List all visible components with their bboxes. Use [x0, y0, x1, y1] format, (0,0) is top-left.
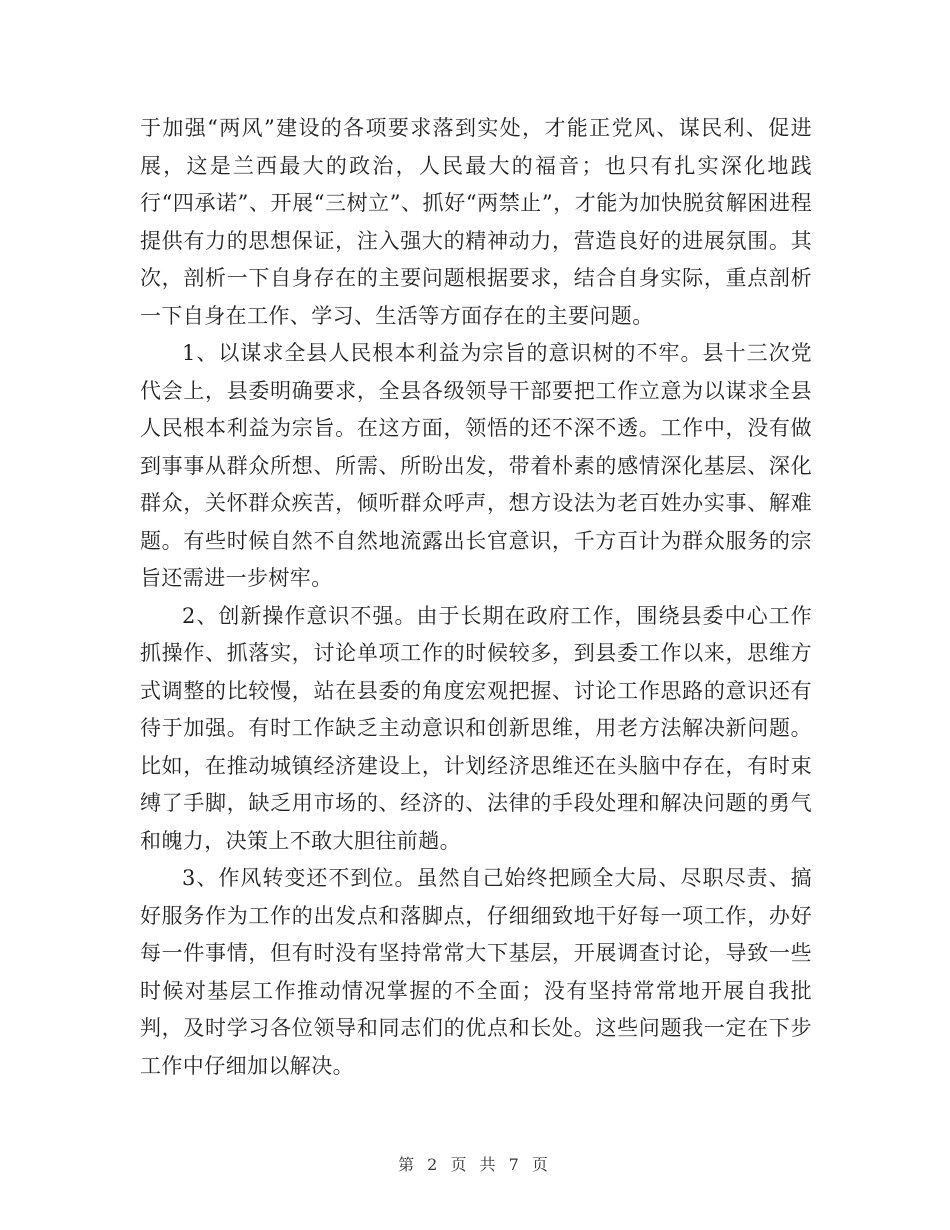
- paragraph-continuation: 于加强“两风”建设的各项要求落到实处，才能正党风、谋民利、促进展，这是兰西最大的政治，人民最大的福音；也只有扎实深化地践行“四承诺”、开展“三树立”、抓好“两禁止”，才能为加快脱贫解困进程提供有力的思想保证，注入强大的精神动力，营造良好的进展氛围。其次，剖析一下自身存在的主要问题根据要求，结合自身实际，重点剖析一下自身在工作、学习、生活等方面存在的主要问题。: [140, 116, 812, 328]
- paragraph-item-1: 1、以谋求全县人民根本利益为宗旨的意识树的不牢。县十三次党代会上，县委明确要求，全县各级领导干部要把工作立意为以谋求全县人民根本利益为宗旨。在这方面，领悟的还不深不透。工作中，没有做到事事从群众所想、所需、所盼出发，带着朴素的感情深化基层、深化群众，关怀群众疾苦，倾听群众呼声，想方设法为老百姓办实事、解难题。有些时候自然不自然地流露出长官意识，千方百计为群众服务的宗旨还需进一步树牢。: [140, 341, 812, 590]
- paragraph-item-3: 3、作风转变还不到位。虽然自己始终把顾全大局、尽职尽责、搞好服务作为工作的出发点和落脚点，仔细细致地干好每一项工作，办好每一件事情，但有时没有坚持常常大下基层，开展调查讨论，导致一些时候对基层工作推动情况掌握的不全面；没有坚持常常地开展自我批判，及时学习各位领导和同志们的优点和长处。这些问题我一定在下步工作中仔细加以解决。: [140, 866, 812, 1078]
- page-number-footer: 第 2 页 共 7 页: [398, 1155, 552, 1174]
- paragraph-item-2: 2、创新操作意识不强。由于长期在政府工作，围绕县委中心工作抓操作、抓落实，讨论单项工作的时候较多，到县委工作以来，思维方式调整的比较慢，站在县委的角度宏观把握、讨论工作思路的意识还有待于加强。有时工作缺乏主动意识和创新思维，用老方法解决新问题。比如，在推动城镇经济建设上，计划经济思维还在头脑中存在，有时束缚了手脚，缺乏用市场的、经济的、法律的手段处理和解决问题的勇气和魄力，决策上不敢大胆往前趟。: [140, 603, 812, 853]
- body-text: [140, 110, 812, 1085]
